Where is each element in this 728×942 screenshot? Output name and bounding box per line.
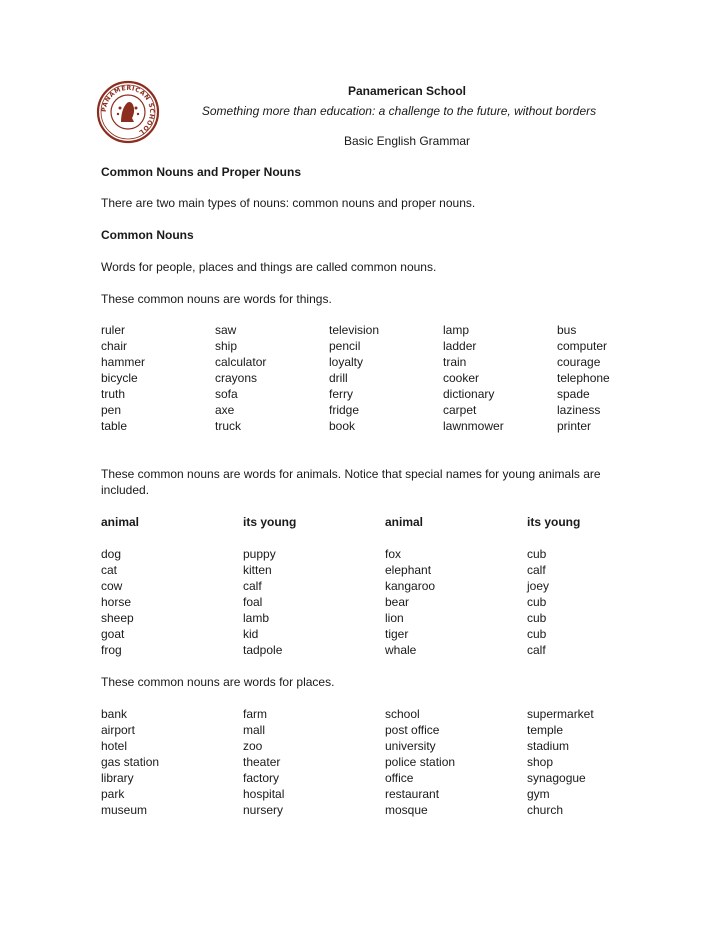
word-cell: calculator — [215, 355, 267, 369]
word-cell: lamb — [243, 611, 270, 625]
word-cell: saw — [215, 323, 237, 337]
word-cell: book — [329, 419, 356, 433]
word-cell: factory — [243, 771, 280, 785]
word-cell: hotel — [101, 739, 128, 753]
word-cell: stadium — [527, 739, 570, 753]
word-cell: lawnmower — [443, 419, 504, 433]
word-cell: axe — [215, 403, 235, 417]
word-cell: temple — [527, 723, 564, 737]
column-header: its young — [243, 515, 297, 529]
word-cell: cub — [527, 547, 547, 561]
word-cell: frog — [101, 643, 122, 657]
word-cell: shop — [527, 755, 554, 769]
word-cell: office — [385, 771, 414, 785]
word-cell: joey — [527, 579, 550, 593]
word-cell: ladder — [443, 339, 477, 353]
word-cell: hammer — [101, 355, 146, 369]
word-cell: dictionary — [443, 387, 495, 401]
word-cell: truck — [215, 419, 242, 433]
word-cell: supermarket — [527, 707, 594, 721]
word-cell: nursery — [243, 803, 284, 817]
word-cell: train — [443, 355, 467, 369]
word-cell: farm — [243, 707, 267, 721]
word-cell: library — [101, 771, 134, 785]
word-cell: goat — [101, 627, 125, 641]
word-cell: elephant — [385, 563, 432, 577]
word-cell: gas station — [101, 755, 160, 769]
word-cell: post office — [385, 723, 440, 737]
definition-paragraph: Words for people, places and things are called common nouns. — [101, 260, 437, 274]
word-cell: tiger — [385, 627, 409, 641]
word-cell: telephone — [557, 371, 610, 385]
things-intro: These common nouns are words for things. — [101, 292, 332, 306]
word-cell: calf — [527, 563, 546, 577]
word-cell: kitten — [243, 563, 272, 577]
word-cell: loyalty — [329, 355, 364, 369]
word-cell: airport — [101, 723, 136, 737]
word-cell: ship — [215, 339, 238, 353]
word-cell: computer — [557, 339, 608, 353]
word-cell: restaurant — [385, 787, 440, 801]
word-cell: university — [385, 739, 436, 753]
word-cell: foal — [243, 595, 263, 609]
word-cell: ruler — [101, 323, 126, 337]
word-cell: sofa — [215, 387, 238, 401]
animals-intro-line-2: included. — [101, 483, 150, 497]
word-cell: truth — [101, 387, 126, 401]
word-cell: lamp — [443, 323, 470, 337]
places-intro: These common nouns are words for places. — [101, 675, 335, 689]
word-cell: spade — [557, 387, 590, 401]
column-header: its young — [527, 515, 581, 529]
word-cell: cub — [527, 627, 547, 641]
word-cell: theater — [243, 755, 281, 769]
word-cell: mall — [243, 723, 266, 737]
word-cell: puppy — [243, 547, 276, 561]
word-cell: kid — [243, 627, 259, 641]
word-cell: cat — [101, 563, 118, 577]
word-cell: mosque — [385, 803, 428, 817]
word-cell: table — [101, 419, 128, 433]
document-title: Common Nouns and Proper Nouns — [101, 165, 302, 179]
word-cell: cow — [101, 579, 123, 593]
word-cell: school — [385, 707, 420, 721]
word-cell: drill — [329, 371, 348, 385]
column-header: animal — [101, 515, 140, 529]
word-cell: bank — [101, 707, 128, 721]
word-cell: laziness — [557, 403, 601, 417]
word-cell: crayons — [215, 371, 258, 385]
school-name: Panamerican School — [347, 84, 467, 98]
word-cell: pencil — [329, 339, 361, 353]
word-cell: zoo — [243, 739, 263, 753]
word-cell: dog — [101, 547, 122, 561]
word-cell: calf — [527, 643, 546, 657]
word-cell: bus — [557, 323, 577, 337]
word-cell: synagogue — [527, 771, 586, 785]
word-cell: ferry — [329, 387, 353, 401]
section-heading: Common Nouns — [101, 228, 194, 242]
word-cell: gym — [527, 787, 550, 801]
word-cell: cooker — [443, 371, 480, 385]
course-title: Basic English Grammar — [343, 134, 471, 148]
word-cell: bear — [385, 595, 410, 609]
word-cell: fox — [385, 547, 402, 561]
word-cell: police station — [385, 755, 456, 769]
animals-intro-line-1: These common nouns are words for animals. Notice that special names for young animals are — [101, 467, 601, 481]
word-cell: calf — [243, 579, 262, 593]
logo-ring-text: PANAMERICAN SCHOOL — [100, 84, 156, 136]
word-cell: courage — [557, 355, 601, 369]
word-cell: hospital — [243, 787, 285, 801]
school-motto: Something more than education: a challenge to the future, without borders — [201, 104, 597, 118]
word-cell: television — [329, 323, 380, 337]
word-cell: chair — [101, 339, 128, 353]
word-cell: tadpole — [243, 643, 283, 657]
word-cell: pen — [101, 403, 122, 417]
word-cell: museum — [101, 803, 148, 817]
word-cell: park — [101, 787, 125, 801]
word-cell: kangaroo — [385, 579, 436, 593]
word-cell: horse — [101, 595, 132, 609]
word-cell: sheep — [101, 611, 134, 625]
word-cell: whale — [385, 643, 417, 657]
column-header: animal — [385, 515, 424, 529]
word-cell: fridge — [329, 403, 360, 417]
word-cell: bicycle — [101, 371, 138, 385]
word-cell: church — [527, 803, 564, 817]
word-cell: cub — [527, 595, 547, 609]
word-cell: carpet — [443, 403, 477, 417]
intro-paragraph: There are two main types of nouns: common nouns and proper nouns. — [101, 196, 476, 210]
word-cell: lion — [385, 611, 404, 625]
word-cell: cub — [527, 611, 547, 625]
word-cell: printer — [557, 419, 592, 433]
